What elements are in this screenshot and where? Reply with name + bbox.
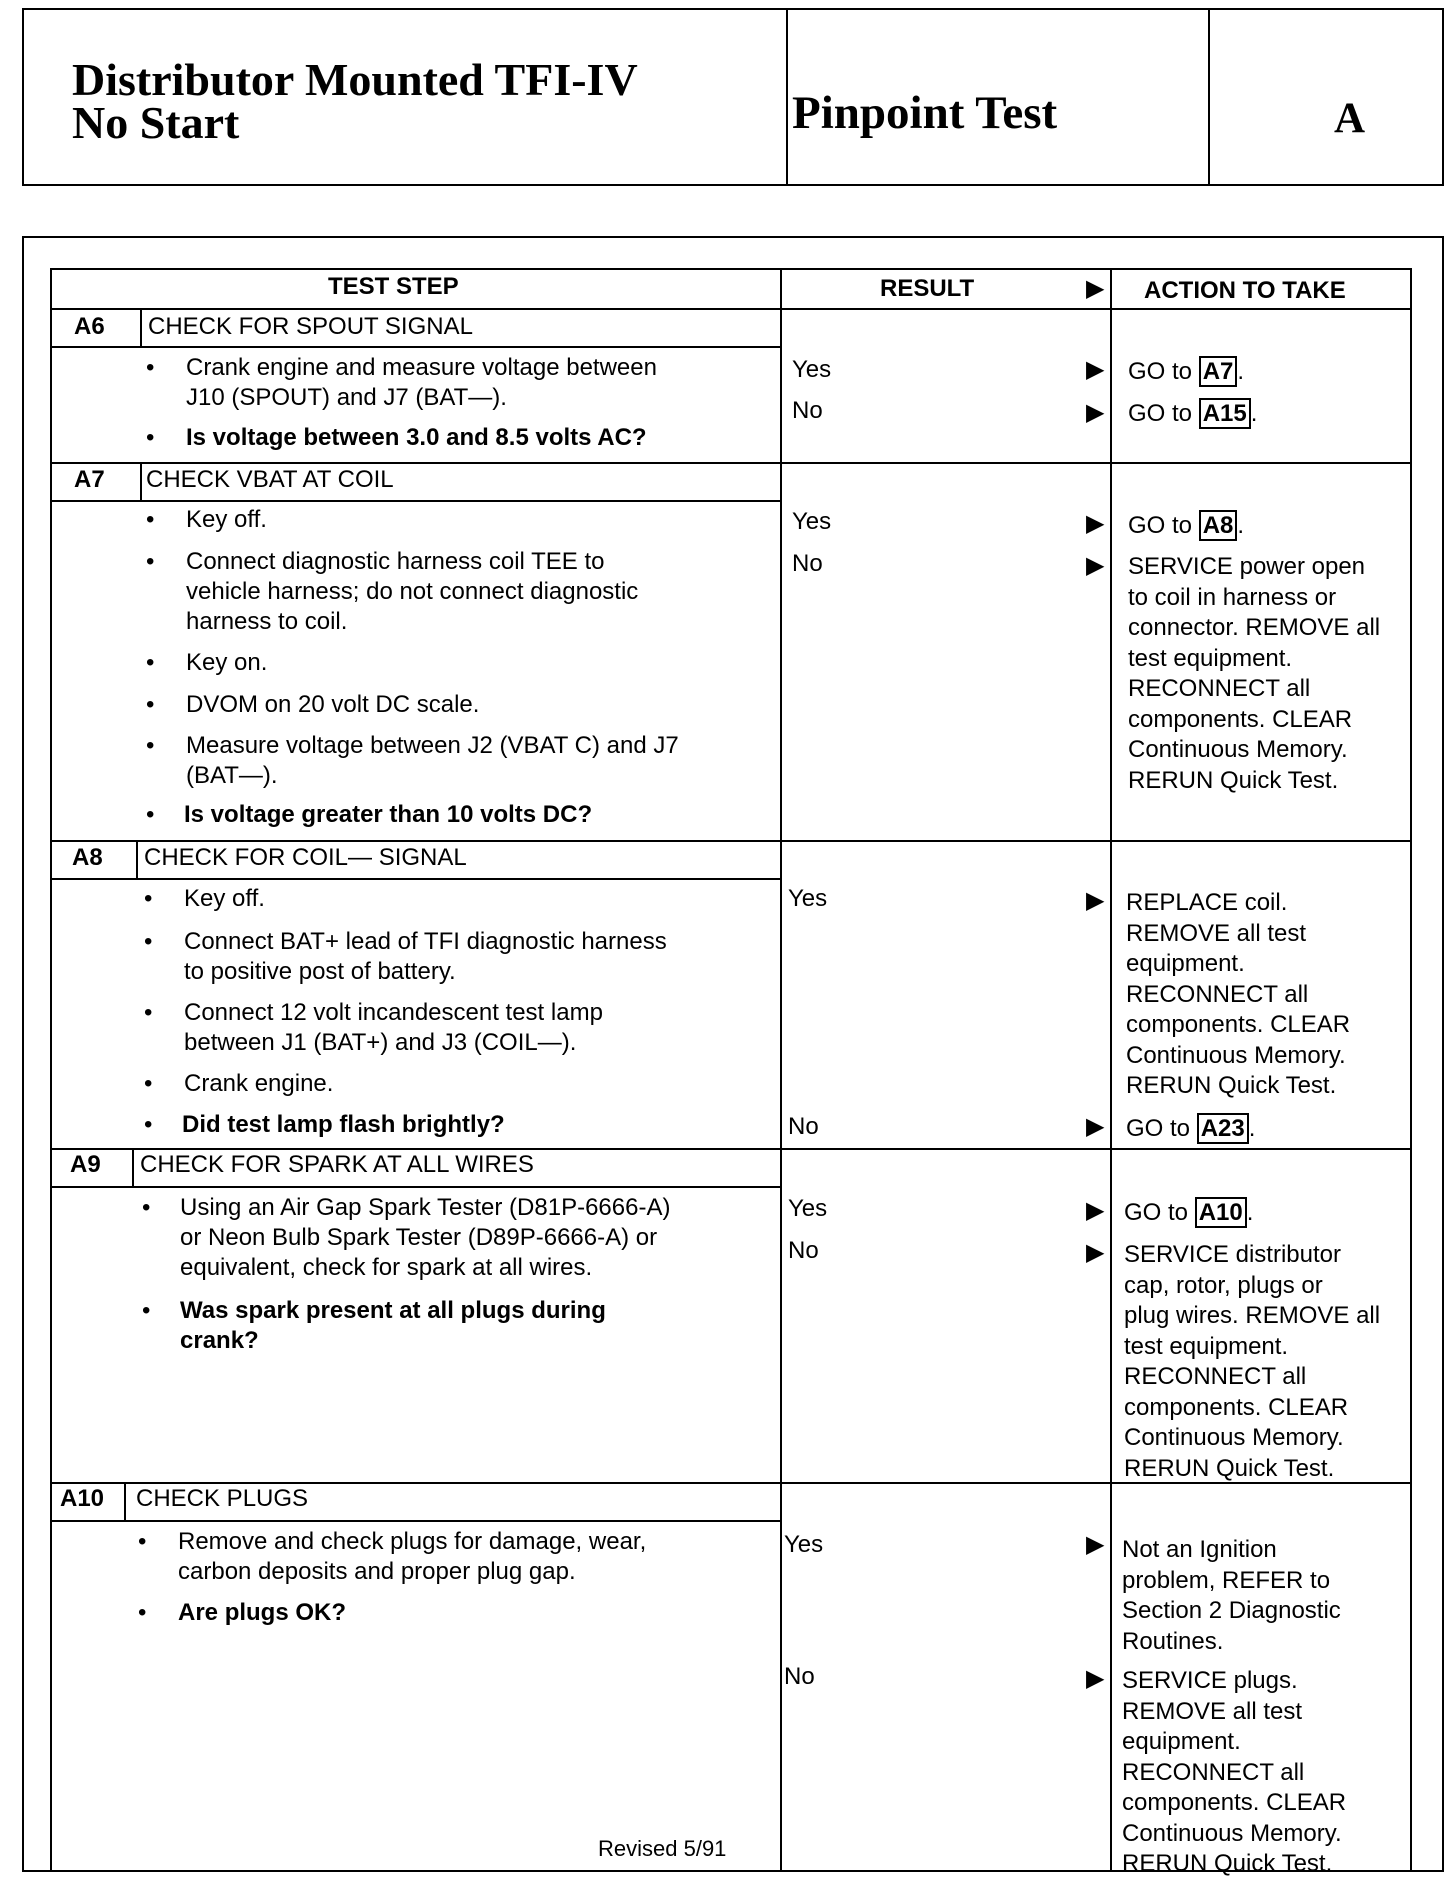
step-id-divider	[140, 462, 142, 500]
action-line: Continuous Memory.	[1122, 1819, 1342, 1847]
arrow-icon: ▶	[1086, 1531, 1105, 1558]
result-yes: Yes	[788, 1195, 828, 1222]
header-divider	[786, 8, 788, 186]
arrow-icon: ▶	[1086, 1197, 1105, 1224]
action-line: equipment.	[1126, 950, 1245, 977]
step-text: Key off.	[184, 885, 265, 912]
step-text: carbon deposits and proper plug gap.	[178, 1558, 576, 1585]
action-line: components. CLEAR	[1122, 1789, 1347, 1816]
action-text	[1124, 1240, 1380, 1484]
step-text: Key off.	[186, 506, 267, 533]
action-line: REPLACE coil.	[1126, 889, 1288, 916]
step-id-divider	[124, 1482, 126, 1520]
action-line: Not an Ignition	[1122, 1536, 1277, 1563]
step-question: Is voltage greater than 10 volts DC?	[184, 801, 593, 828]
step-id-divider	[132, 1148, 134, 1186]
arrow-icon: ▶	[1086, 887, 1105, 914]
step-heading: CHECK PLUGS	[136, 1485, 309, 1512]
action-line: RECONNECT all	[1122, 1758, 1305, 1786]
bullet-icon: •	[146, 691, 155, 718]
heading-rule	[50, 1520, 780, 1522]
action-text	[1128, 552, 1380, 796]
step-id: A7	[74, 466, 105, 493]
action-line: REMOVE all test	[1122, 1697, 1303, 1725]
table-right-rule	[1410, 268, 1412, 1872]
col-test-step: TEST STEP	[328, 273, 459, 300]
action-line: SERVICE power open	[1128, 553, 1366, 580]
arrow-icon: ▶	[1086, 552, 1105, 579]
bullet-icon: •	[146, 424, 155, 451]
step-ref-box: A23	[1197, 1113, 1249, 1144]
step-text: Measure voltage between J2 (VBAT C) and J7	[186, 732, 679, 759]
step-text: vehicle harness; do not connect diagnostic	[186, 578, 639, 605]
step-text: Connect BAT+ lead of TFI diagnostic harness	[184, 928, 667, 955]
bullet-icon: •	[144, 999, 153, 1026]
step-ref-box: A10	[1195, 1197, 1247, 1228]
step-text: Connect diagnostic harness coil TEE to	[186, 548, 605, 575]
step-text: between J1 (BAT+) and J3 (COIL—).	[184, 1029, 577, 1056]
arrow-icon: ▶	[1086, 1239, 1105, 1266]
bullet-icon: •	[146, 801, 155, 828]
action-line: plug wires. REMOVE all	[1124, 1302, 1381, 1329]
bullet-icon: •	[144, 1111, 153, 1138]
action-line: Continuous Memory.	[1128, 736, 1348, 763]
heading-rule	[50, 1186, 780, 1188]
bullet-icon: •	[146, 732, 155, 759]
arrow-icon: ▶	[1086, 510, 1105, 537]
step-ref-box: A15	[1199, 398, 1251, 429]
result-yes: Yes	[792, 508, 832, 535]
document-title	[72, 54, 638, 148]
step-text: DVOM on 20 volt DC scale.	[186, 691, 480, 718]
action-column-rule	[1110, 268, 1112, 1872]
step-id: A10	[60, 1485, 105, 1512]
step-id-divider	[140, 308, 142, 346]
bullet-icon: •	[142, 1297, 151, 1324]
col-action: ACTION TO TAKE	[1144, 277, 1346, 304]
step-text: Remove and check plugs for damage, wear,	[178, 1528, 647, 1555]
step-id: A8	[72, 844, 103, 871]
bullet-icon: •	[138, 1599, 147, 1626]
step-heading: CHECK FOR COIL— SIGNAL	[144, 844, 467, 871]
action-line: RECONNECT all	[1128, 675, 1311, 702]
action-line: equipment.	[1122, 1728, 1241, 1755]
col-result: RESULT	[880, 275, 975, 302]
arrow-icon: ▶	[1086, 275, 1105, 302]
bullet-icon: •	[146, 649, 155, 676]
action-line: RERUN Quick Test.	[1126, 1072, 1337, 1099]
action-text	[1126, 888, 1350, 1102]
arrow-icon: ▶	[1086, 1665, 1105, 1692]
arrow-icon: ▶	[1086, 356, 1105, 383]
step-heading: CHECK VBAT AT COIL	[146, 466, 394, 493]
step-question: Did test lamp flash brightly?	[182, 1111, 505, 1138]
heading-rule	[50, 346, 780, 348]
step-text: equivalent, check for spark at all wires.	[180, 1254, 593, 1281]
result-no: No	[788, 1237, 819, 1264]
bullet-icon: •	[144, 1070, 153, 1097]
bullet-icon: •	[146, 506, 155, 533]
heading-rule	[50, 500, 780, 502]
step-heading: CHECK FOR SPARK AT ALL WIRES	[140, 1151, 534, 1178]
step-text: (BAT—).	[186, 762, 278, 789]
step-text: Crank engine and measure voltage between	[186, 354, 657, 381]
step-question: Was spark present at all plugs during	[180, 1297, 606, 1324]
bullet-icon: •	[142, 1194, 151, 1221]
action-text	[1122, 1666, 1346, 1880]
title-line-2: No Start	[72, 97, 240, 148]
action-goto: GO to A15 .	[1128, 400, 1258, 427]
action-line: components. CLEAR	[1128, 705, 1353, 733]
step-text: Key on.	[186, 649, 268, 676]
action-line: RERUN Quick Test.	[1128, 766, 1339, 794]
result-no: No	[792, 397, 823, 424]
action-line: test equipment.	[1124, 1332, 1289, 1360]
result-yes: Yes	[784, 1531, 824, 1558]
table-top-rule	[50, 268, 1412, 270]
action-line: REMOVE all test	[1126, 919, 1307, 947]
action-line: cap, rotor, plugs or	[1124, 1271, 1323, 1299]
step-question: Are plugs OK?	[178, 1599, 347, 1626]
action-goto: GO to A7 .	[1128, 358, 1245, 385]
revised-date: Revised 5/91	[598, 1836, 727, 1861]
step-text: to positive post of battery.	[184, 958, 456, 985]
step-text: J10 (SPOUT) and J7 (BAT—).	[186, 384, 507, 411]
action-line: Section 2 Diagnostic	[1122, 1597, 1341, 1624]
pinpoint-test-label: Pinpoint Test	[792, 87, 1058, 139]
step-divider	[50, 840, 1412, 842]
bullet-icon: •	[138, 1528, 147, 1555]
action-line: components. CLEAR	[1126, 1011, 1351, 1038]
action-goto: GO to A8 .	[1128, 512, 1245, 539]
step-text: Connect 12 volt incandescent test lamp	[184, 999, 603, 1026]
step-divider	[50, 462, 1412, 464]
result-column-rule	[780, 268, 782, 1872]
action-line: components. CLEAR	[1124, 1393, 1349, 1421]
action-line: to coil in harness or	[1128, 583, 1337, 611]
action-line: RERUN Quick Test.	[1124, 1454, 1335, 1482]
header-rule	[50, 308, 1412, 310]
bullet-icon: •	[146, 354, 155, 381]
action-line: Continuous Memory.	[1124, 1424, 1344, 1451]
step-question: Is voltage between 3.0 and 8.5 volts AC?	[186, 424, 647, 451]
step-text: harness to coil.	[186, 608, 348, 635]
step-text: Using an Air Gap Spark Tester (D81P-6666-A)	[180, 1194, 671, 1221]
header-block	[22, 8, 1444, 186]
action-line: connector. REMOVE all	[1128, 614, 1381, 641]
bullet-icon: •	[144, 928, 153, 955]
step-ref-box: A8	[1199, 510, 1238, 541]
step-id: A6	[74, 313, 105, 340]
action-text	[1122, 1535, 1341, 1657]
heading-rule	[50, 878, 780, 880]
action-line: Routines.	[1122, 1627, 1224, 1655]
bullet-icon: •	[144, 885, 153, 912]
table-left-rule	[50, 268, 52, 1872]
result-no: No	[792, 550, 823, 577]
step-heading: CHECK FOR SPOUT SIGNAL	[148, 313, 473, 340]
action-line: test equipment.	[1128, 644, 1293, 672]
result-yes: Yes	[792, 356, 832, 383]
title-line-1: Distributor Mounted TFI-IV	[72, 54, 638, 105]
result-yes: Yes	[788, 885, 828, 912]
action-line: problem, REFER to	[1122, 1566, 1331, 1594]
header-divider	[1208, 8, 1210, 186]
step-text: Crank engine.	[184, 1070, 334, 1097]
step-id: A9	[70, 1151, 101, 1178]
arrow-icon: ▶	[1086, 1113, 1105, 1140]
action-goto: GO to A10 .	[1124, 1199, 1254, 1226]
test-letter: A	[1334, 95, 1366, 142]
result-no: No	[784, 1663, 815, 1690]
action-line: RECONNECT all	[1124, 1363, 1307, 1390]
step-question: crank?	[180, 1327, 259, 1354]
arrow-icon: ▶	[1086, 399, 1105, 426]
action-line: RECONNECT all	[1126, 980, 1309, 1008]
step-id-divider	[136, 840, 138, 878]
action-goto: GO to A23 .	[1126, 1115, 1256, 1142]
bullet-icon: •	[146, 548, 155, 575]
action-line: SERVICE plugs.	[1122, 1667, 1298, 1694]
action-line: SERVICE distributor	[1124, 1241, 1341, 1268]
action-line: Continuous Memory.	[1126, 1041, 1346, 1069]
action-line: RERUN Quick Test.	[1122, 1850, 1333, 1877]
step-text: or Neon Bulb Spark Tester (D89P-6666-A) or	[180, 1224, 658, 1251]
result-no: No	[788, 1113, 819, 1140]
step-ref-box: A7	[1199, 356, 1238, 387]
